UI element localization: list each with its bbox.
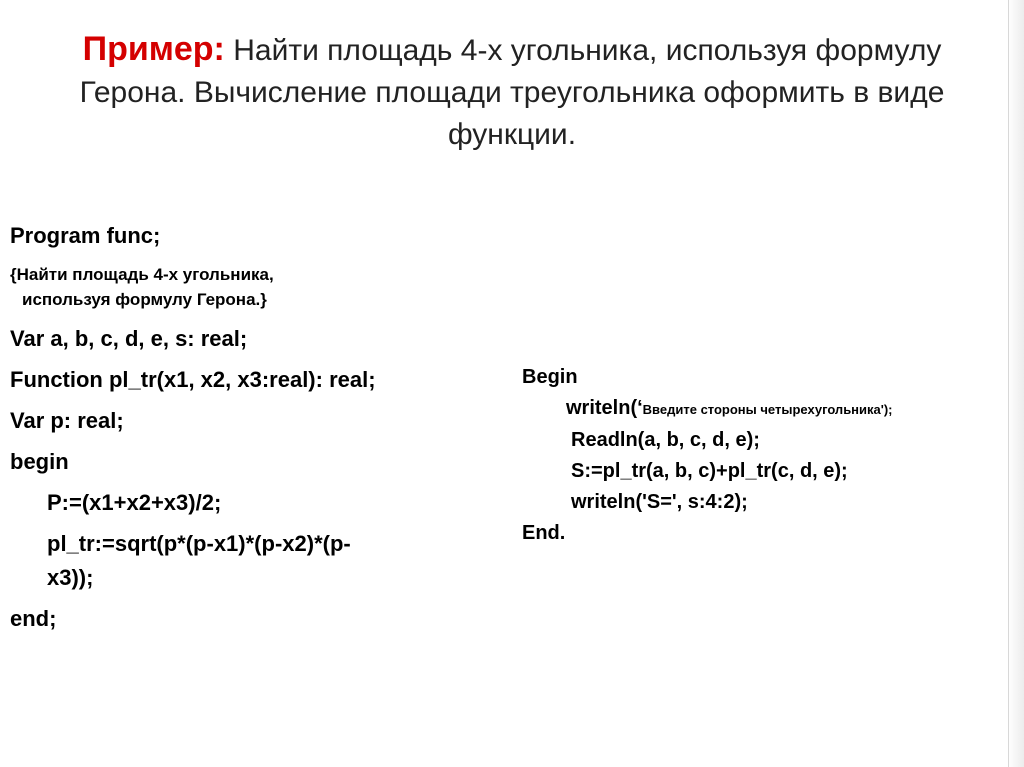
code-line-result-2: x3)); — [47, 565, 94, 590]
title-lead: Пример: — [82, 30, 225, 68]
code-line-var: Var a, b, c, d, e, s: real; — [10, 326, 248, 351]
code-line-function: Function pl_tr(x1, x2, x3:real): real; — [10, 367, 376, 392]
code-line-readln: Readln(a, b, c, d, e); — [571, 429, 760, 451]
writeln-prefix: writeln(‘ — [566, 397, 643, 419]
slide-title — [40, 28, 984, 156]
code-line-writeln-s: writeln('S=', s:4:2); — [571, 491, 748, 513]
code-line-s-assign: S:=pl_tr(a, b, c)+pl_tr(c, d, e); — [571, 460, 848, 482]
code-line-writeln-prompt — [566, 393, 1002, 425]
code-line-program: Program func; — [10, 223, 161, 248]
code-line-main-end: End. — [522, 522, 566, 544]
code-block-main — [522, 362, 1002, 549]
code-block-function — [10, 222, 510, 646]
title-text: Найти площадь 4-х угольника, используя формулу Герона. Вычисление площади треугольника оформить в виде функции. — [79, 34, 945, 151]
code-line-main-begin: Begin — [522, 366, 578, 388]
code-line-var-p: Var p: real; — [10, 408, 124, 433]
code-line-begin: begin — [10, 449, 69, 474]
code-comment-line-2: используя формулу Герона.} — [22, 290, 267, 309]
code-line-result-1: pl_tr:=sqrt(p*(p-x1)*(p-x2)*(p- — [47, 531, 351, 556]
writeln-prompt-text: Введите стороны четырехугольника'); — [642, 402, 893, 417]
code-comment-line-1: {Найти площадь 4-х угольника, — [10, 265, 274, 284]
code-line-p-assign: P:=(x1+x2+x3)/2; — [47, 490, 222, 515]
slide-right-edge — [1008, 0, 1024, 767]
code-line-end: end; — [10, 606, 57, 631]
